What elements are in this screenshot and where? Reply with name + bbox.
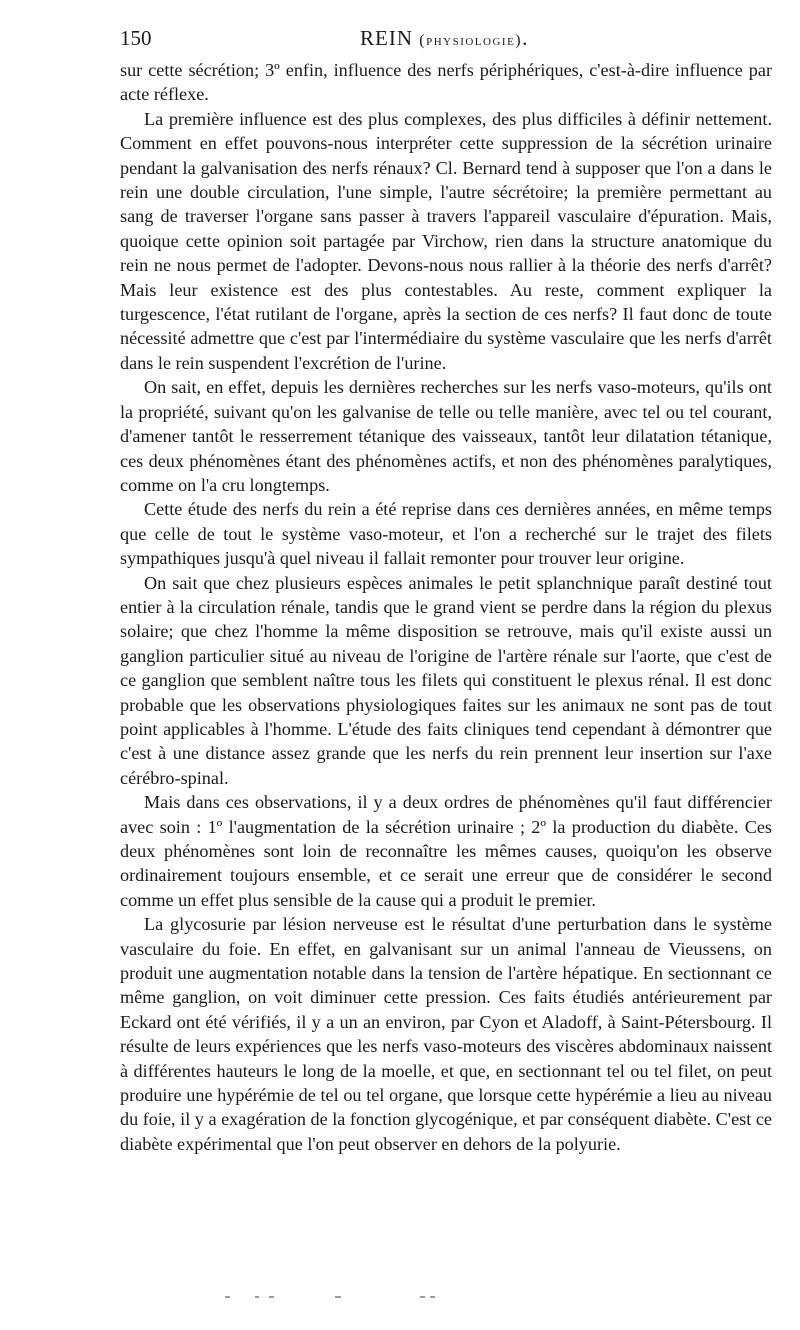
running-title — [360, 26, 528, 51]
running-title-sub: (physiologie) — [419, 32, 523, 49]
print-speck — [255, 1296, 259, 1298]
body-text — [120, 58, 772, 1156]
paragraph: La première influence est des plus complexes, des plus difficiles à définir nettement. Comment en effet pouvons-nous interpréter cette suppression de la sécrétion urinaire pendant la galvanisation des nerfs rénaux? Cl. Bernard tend à supposer que l'on a dans le rein une double circulation, l'une simple, l'autre sécrétoire; la première permettant au sang de traverser l'organe sans passer à travers l'appareil vasculaire d'épuration. Mais, quoique cette opinion soit partagée par Virchow, rien dans la structure anatomique du rein ne nous permet de l'adopter. Devons-nous nous rallier à la théorie des nerfs d'arrêt? Mais leur existence est des plus contestables. Au reste, comment expliquer la turgescence, l'état rutilant de l'organe, après la section de ces nerfs? Il faut donc de toute nécessité admettre que c'est par l'intermédiaire du système vasculaire que les nerfs d'arrêt dans le rein suspendent l'excrétion de l'urine. — [120, 108, 772, 373]
running-title-end: . — [522, 26, 529, 50]
paragraph: Cette étude des nerfs du rein a été reprise dans ces dernières années, en même temps que celle de tout le système vaso-moteur, et l'on a recherché sur le trajet des filets sympathiques jusqu'à quel niveau il fallait remonter pour trouver leur origine. — [120, 499, 772, 569]
running-head — [120, 26, 772, 56]
print-specks — [225, 1296, 445, 1302]
print-speck — [269, 1296, 274, 1298]
running-title-main: REIN — [360, 26, 413, 50]
print-speck — [335, 1296, 341, 1298]
paragraph: Mais dans ces observations, il y a deux ordres de phénomènes qu'il faut différencier avec soin : 1º l'augmentation de la sécrétion urinaire ; 2º la production du diabète. Ces deux phénomènes sont loin de reconnaître les mêmes causes, quoiqu'on les observe ordinairement toujours ensemble, et ce serait une erreur que de considérer le second comme un effet plus sensible de la cause qui a produit le premier. — [120, 792, 772, 910]
paragraph-continued: sur cette sécrétion; 3º enfin, influence des nerfs périphériques, c'est-à-dire influence par acte réflexe. — [120, 60, 772, 105]
page-number: 150 — [120, 26, 152, 50]
print-speck — [430, 1296, 435, 1298]
print-speck — [420, 1296, 425, 1298]
paragraph: On sait que chez plusieurs espèces animales le petit splanchnique paraît destiné tout entier à la circulation rénale, tandis que le grand vient se perdre dans la région du plexus solaire; que chez l'homme la même disposition se retrouve, mais qu'il existe aussi un ganglion particulier situé au niveau de l'origine de l'artère rénale sur l'aorte, que c'est de ce ganglion que semblent naître tous les filets qui constituent le plexus rénal. Il est donc probable que les observations physiologiques faites sur les animaux ne sont pas de tout point applicables à l'homme. L'étude des faits cliniques tend cependant à démontrer que c'est à une distance assez grande que les nerfs du rein prennent leur insertion sur l'axe cérébro-spinal. — [120, 572, 772, 788]
paragraph: La glycosurie par lésion nerveuse est le résultat d'une perturbation dans le système vasculaire du foie. En effet, en galvanisant sur un animal l'anneau de Vieussens, on produit une augmentation notable dans la tension de l'artère hépatique. En sectionnant ce même ganglion, on voit diminuer cette pression. Ces faits étudiés antérieurement par Eckard ont été vérifiés, il y a un an environ, par Cyon et Aladoff, à Saint-Pétersbourg. Il résulte de leurs expériences que les nerfs vaso-moteurs des viscères abdominaux naissent à différentes hauteurs le long de la moelle, et que, en sectionnant tel ou tel filet, on peut produire une hypérémie de tel ou tel organe, que lorsque cette hypérémie a lieu au niveau du foie, il y a exagération de la fonction glycogénique, et par conséquent diabète. C'est ce diabète expérimental que l'on peut observer en dehors de la polyurie. — [120, 914, 772, 1154]
print-speck — [225, 1296, 230, 1298]
paragraph: On sait, en effet, depuis les dernières recherches sur les nerfs vaso-moteurs, qu'ils ont la propriété, suivant qu'on les galvanise de telle ou telle manière, avec tel ou tel courant, d'amener tantôt le resserrement tétanique des vaisseaux, tantôt leur dilatation tétanique, ces deux phénomènes étant des phénomènes actifs, et non des phénomènes paralytiques, comme on l'a cru longtemps. — [120, 377, 772, 495]
